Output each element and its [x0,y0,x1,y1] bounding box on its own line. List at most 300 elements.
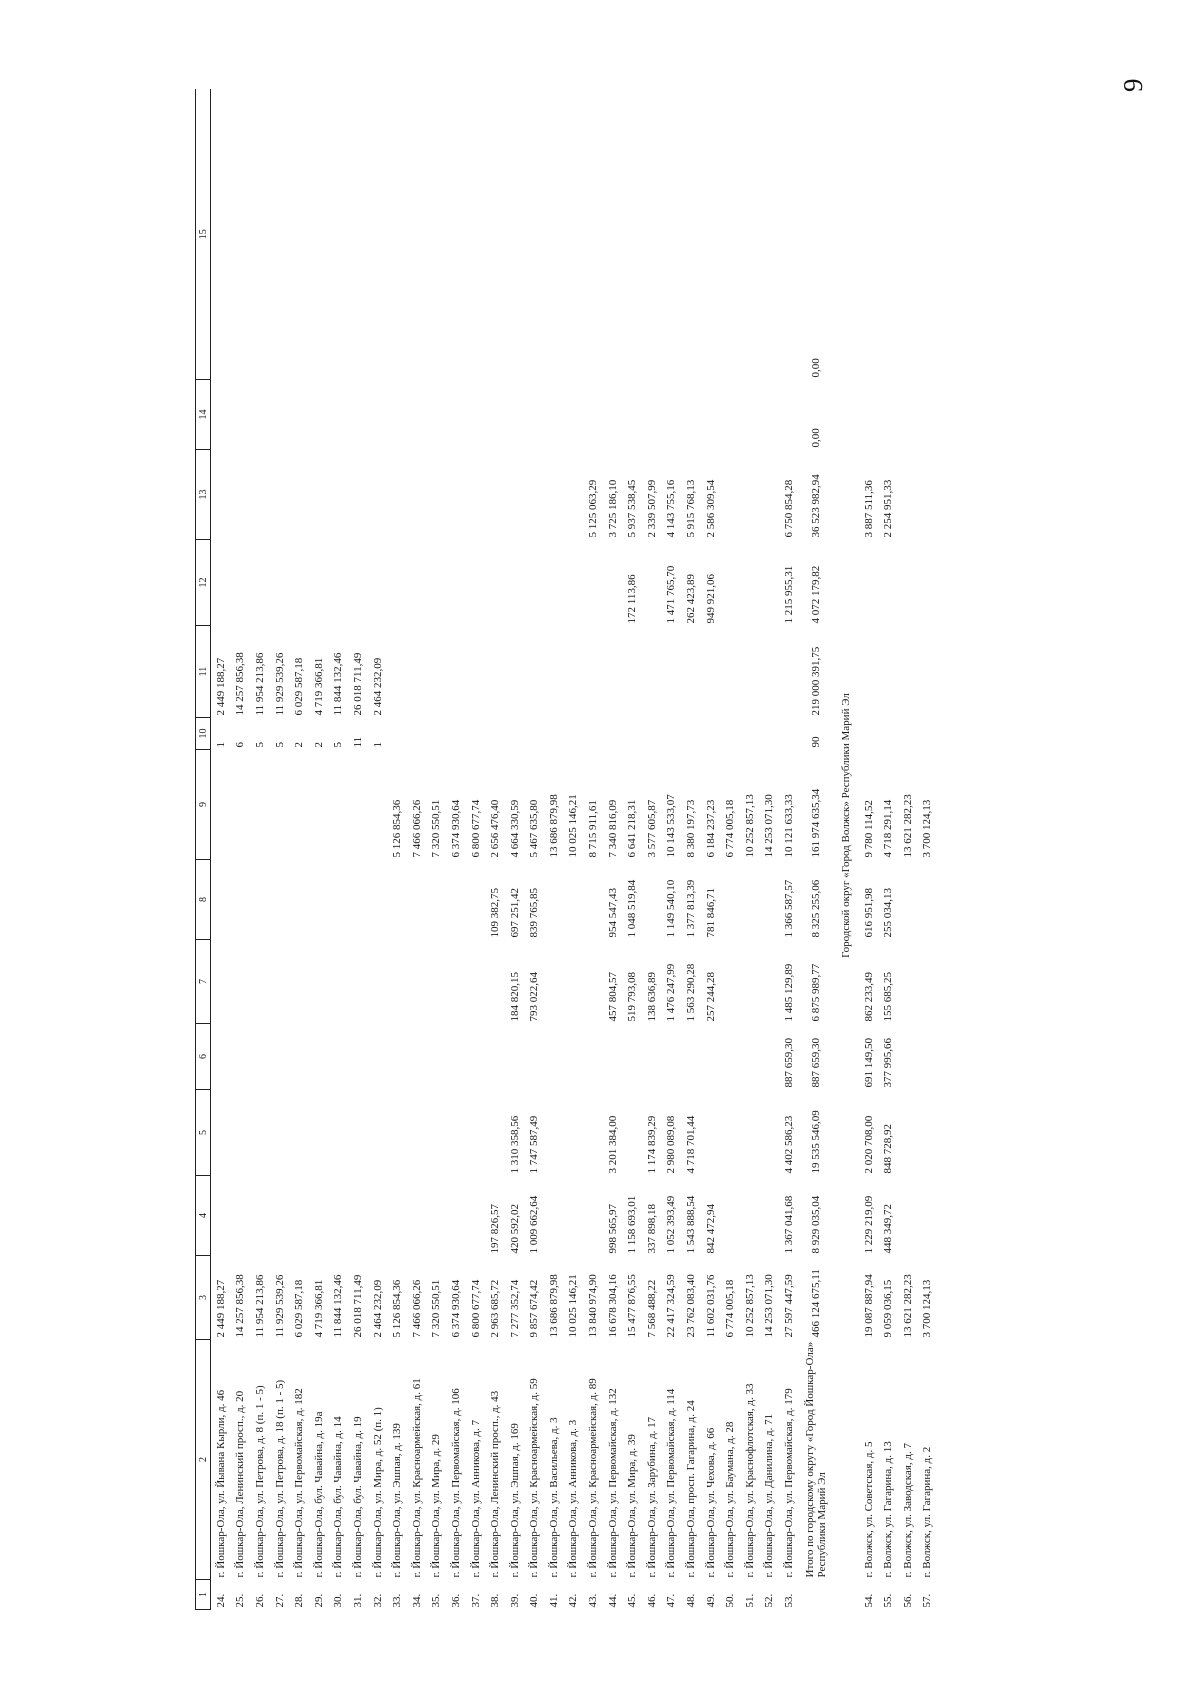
table-cell: 7 568 488,22 [645,1279,658,1338]
address-cell: г. Йошкар-Ола, ул. Петрова, д. 8 (п. 1 - 5) [253,1385,266,1578]
address-cell: г. Волжск, ул. Гагарина, д. 13 [882,1441,895,1578]
table-cell: 219 000 391,75 [809,646,822,716]
table-cell [662,626,682,718]
table-cell [564,90,584,380]
table-cell: 11 929 539,26 [273,652,286,716]
table-cell: 457 804,57 [606,972,619,1022]
row-number: 43. [587,1593,600,1608]
table-body-yoshkar-ola [211,90,799,1610]
table-cell [622,1024,642,1090]
table-cell: 7 466 066,26 [410,799,423,858]
table-cell [387,860,407,940]
table-cell [446,450,466,540]
table-cell [387,1090,407,1176]
table-cell: 1 471 765,70 [665,565,678,624]
table-cell [466,90,486,380]
table-cell [427,1176,447,1256]
row-number: 25. [234,1593,247,1608]
table-cell [211,90,231,380]
table-cell: 2 020 708,00 [862,1115,875,1174]
table-cell [427,90,447,380]
table-cell [740,940,760,1024]
address-cell: г. Йошкар-Ола, ул. Первомайская, д. 132 [606,1388,619,1578]
table-cell: 9 780 114,52 [862,800,875,858]
address-cell: г. Йошкар-Ола, Ленинский просп., д. 43 [489,1390,502,1578]
table-cell [505,380,525,450]
table-cell [368,940,388,1024]
table-cell [231,90,251,380]
table-cell [642,90,662,380]
address-cell: г. Йошкар-Ола, ул. Мира, д. 29 [430,1434,443,1578]
table-cell: 616 951,98 [862,888,875,938]
row-number: 50. [724,1593,737,1608]
table-cell [525,626,545,718]
table-cell: 5 126 854,36 [391,1279,404,1338]
table-cell [544,860,564,940]
table-cell [446,718,466,750]
table-cell [859,626,879,718]
table-cell [505,626,525,718]
table-cell [211,1176,231,1256]
table-cell [603,380,623,450]
table-cell [525,380,545,450]
table-cell [642,718,662,750]
table-row [270,90,290,1610]
table-cell [505,450,525,540]
table-cell [859,540,879,626]
table-cell: 448 349,72 [882,1204,895,1254]
address-cell: г. Йошкар-Ола, ул. Чехова, д. 66 [704,1427,717,1578]
table-cell [564,1090,584,1176]
table-cell [309,90,329,380]
table-cell [446,626,466,718]
table-cell [603,540,623,626]
table-cell [485,626,505,718]
table-cell: 954 547,43 [606,888,619,938]
table-cell [779,380,799,450]
table-cell: 1 [371,742,384,748]
table-cell: 5 915 768,13 [685,479,698,538]
table-cell [211,450,231,540]
row-number: 48. [685,1593,698,1608]
table-cell [740,1024,760,1090]
table-cell: 697 251,42 [508,888,521,938]
table-row [898,90,918,1610]
table-cell [564,940,584,1024]
table-cell [387,626,407,718]
table-cell [779,718,799,750]
table-cell [407,1024,427,1090]
table-cell [918,90,938,380]
table-cell [270,1024,290,1090]
table-cell [799,1580,833,1610]
table-cell: 7 320 550,51 [430,1279,443,1338]
address-cell: г. Йошкар-Ола, бул. Чавайна, д. 19 [351,1416,364,1578]
table-cell [603,626,623,718]
table-cell: 90 [809,736,822,748]
address-cell: г. Йошкар-Ола, ул. Первомайская, д. 182 [293,1388,306,1578]
table-cell: 377 995,66 [882,1038,895,1088]
table-cell [720,450,740,540]
table-cell [387,90,407,380]
table-cell [466,1024,486,1090]
table-cell: 3 887 511,36 [862,480,875,538]
table-cell: 1 149 540,10 [665,879,678,938]
table-cell [701,380,721,450]
table-cell [348,450,368,540]
table-total [799,90,859,1610]
table-row [309,90,329,1610]
address-cell: г. Йошкар-Ола, бул. Чавайна, д. 19а [312,1411,325,1578]
table-cell [859,90,879,380]
table-cell [231,540,251,626]
table-cell: 1 [214,742,227,748]
table-cell: 466 124 675,11 [809,1269,822,1338]
table-cell: 262 423,89 [685,574,698,624]
table-cell [250,750,270,860]
table-cell [348,940,368,1024]
table-cell [329,450,349,540]
table-cell [505,718,525,750]
address-cell: г. Йошкар-Ола, ул. Эшпая, д. 169 [508,1423,521,1578]
table-cell [446,540,466,626]
table-cell [211,1024,231,1090]
table-cell [544,1090,564,1176]
table-cell [544,1024,564,1090]
table-cell [309,540,329,626]
table-cell: 138 636,89 [645,972,658,1022]
table-cell [446,90,466,380]
table-cell: 10 025 146,21 [567,794,580,858]
total-label: Итого по городскому округу «Город Йошкар-Ола» Республики Марий Эл [803,1341,828,1578]
table-cell [878,626,898,718]
table-cell: 11 844 132,46 [332,1274,345,1338]
table-cell [740,1176,760,1256]
address-cell: г. Йошкар-Ола, ул. Мира, д. 39 [626,1434,639,1578]
table-cell: 519 793,08 [626,972,639,1022]
table-cell: 14 257 856,38 [234,1274,247,1338]
table-cell: 2 464 232,09 [371,657,384,716]
table-cell: 887 659,30 [783,1038,796,1088]
table-cell [544,450,564,540]
table-cell [918,940,938,1024]
table-cell [289,940,309,1024]
table-cell [720,718,740,750]
table-cell: 949 921,06 [704,574,717,624]
table-cell: 4 718 291,14 [882,799,895,858]
table-cell [642,380,662,450]
table-cell [918,540,938,626]
table-cell [662,1024,682,1090]
table-cell [898,540,918,626]
table-cell [466,860,486,940]
row-number: 28. [293,1593,306,1608]
table-cell: 7 277 352,74 [508,1279,521,1338]
table-cell [603,718,623,750]
table-cell [211,1090,231,1176]
table-cell: 7 320 550,51 [430,799,443,858]
table-cell [603,90,623,380]
table-cell [446,1176,466,1256]
table-cell [898,626,918,718]
row-number: 33. [391,1593,404,1608]
table-cell: 13 621 282,23 [901,794,914,858]
table-cell: 2 656 476,40 [489,799,502,858]
table-cell: 109 382,75 [489,888,502,938]
table-cell: 13 686 879,98 [547,794,560,858]
table-cell: 1 158 693,01 [626,1195,639,1254]
table-cell [544,540,564,626]
table-cell [427,860,447,940]
table-cell [918,1090,938,1176]
table-cell [583,1024,603,1090]
address-cell: г. Йошкар-Ола, ул. Краснофлотская, д. 33 [743,1383,756,1578]
table-cell [309,1024,329,1090]
row-number: 54. [862,1593,875,1608]
table-cell [368,1176,388,1256]
table-cell [348,90,368,380]
table-cell [231,750,251,860]
table-cell: 1 485 129,89 [783,963,796,1022]
table-cell: 11 954 213,86 [253,652,266,716]
table-cell: 13 840 974,90 [587,1274,600,1338]
table-row [387,90,407,1610]
table-cell [918,718,938,750]
table-cell: 4 718 701,44 [685,1115,698,1174]
table-cell [740,540,760,626]
table-cell [720,380,740,450]
table-cell: 420 592,02 [508,1204,521,1254]
table-cell [760,1024,780,1090]
row-number: 26. [253,1593,266,1608]
table-cell [583,540,603,626]
table-cell [681,718,701,750]
address-cell: г. Йошкар-Ола, ул. Баумана, д. 28 [724,1421,737,1578]
address-cell: г. Йошкар-Ола, ул. Данилина, д. 71 [763,1413,776,1578]
table-cell: 839 765,85 [528,888,541,938]
table-cell [387,450,407,540]
table-cell [564,1176,584,1256]
table-cell: 14 253 071,30 [763,794,776,858]
table-cell: 13 621 282,23 [901,1274,914,1338]
table-cell [231,380,251,450]
table-cell: 257 244,28 [704,972,717,1022]
table-cell: 5 126 854,36 [391,799,404,858]
table-cell: 6 [234,742,247,748]
table-cell [720,940,740,1024]
table-cell: 2 [312,742,325,748]
table-cell: 8 929 035,04 [809,1195,822,1254]
table-cell [740,450,760,540]
table-cell: 1 215 955,31 [783,565,796,624]
table-cell: 1 009 662,64 [528,1195,541,1254]
row-number: 42. [567,1593,580,1608]
table-cell: 2 586 309,54 [704,479,717,538]
table-row [525,90,545,1610]
address-cell: г. Йошкар-Ола, ул. Красноармейская, д. 59 [528,1378,541,1578]
table-cell [231,1024,251,1090]
table-cell: 887 659,30 [809,1038,822,1088]
table-row [505,90,525,1610]
table-cell [427,940,447,1024]
table-cell: 4 402 586,23 [783,1115,796,1174]
table-cell [485,90,505,380]
table-cell: 1 310 358,56 [508,1115,521,1174]
table-row [250,90,270,1610]
table-cell [760,450,780,540]
table-cell: 11 844 132,46 [332,652,345,716]
table-cell: 9 059 036,15 [882,1279,895,1338]
table-cell: 255 034,13 [882,888,895,938]
rotated-table-container [195,90,1035,1610]
table-cell: 11 954 213,86 [253,1274,266,1338]
row-number: 27. [273,1593,286,1608]
table-cell [898,380,918,450]
table-cell: 6 641 218,31 [626,799,639,858]
table-cell [564,626,584,718]
table-cell [368,380,388,450]
table-cell [760,380,780,450]
address-cell: г. Йошкар-Ола, ул. Зарубина, д. 17 [645,1416,658,1578]
row-number: 35. [430,1593,443,1608]
table-cell [329,1176,349,1256]
row-number: 45. [626,1593,639,1608]
table-row [583,90,603,1610]
table-cell: 1 366 587,57 [783,879,796,938]
column-header: 5 [196,1090,211,1176]
table-cell [859,380,879,450]
table-cell [466,540,486,626]
table-cell: 5 [253,742,266,748]
table-row [642,90,662,1610]
table-cell [289,1024,309,1090]
table-cell [505,90,525,380]
column-header: 15 [196,90,211,380]
table-cell [289,1090,309,1176]
table-cell: 6 800 677,74 [469,1279,482,1338]
table-cell [211,750,231,860]
table-cell [231,940,251,1024]
table-cell [485,1090,505,1176]
table-cell [387,1024,407,1090]
table-cell: 10 143 533,07 [665,794,678,858]
table-cell [760,626,780,718]
column-header: 7 [196,940,211,1024]
table-cell: 5 937 538,45 [626,479,639,538]
table-cell [466,940,486,1024]
table-cell: 11 929 539,26 [273,1274,286,1338]
table-row [603,90,623,1610]
address-cell: г. Волжск, ул. Советская, д. 5 [862,1441,875,1578]
table-cell [446,380,466,450]
row-number: 53. [783,1593,796,1608]
table-cell [387,940,407,1024]
row-number: 46. [645,1593,658,1608]
table-cell: 7 466 066,26 [410,1279,423,1338]
table-cell [368,450,388,540]
table-cell: 6 774 005,18 [724,799,737,858]
table-cell: 6 750 854,28 [783,479,796,538]
table-cell: 2 339 507,99 [645,479,658,538]
table-cell [466,1176,486,1256]
table-row [681,90,701,1610]
table-cell [329,860,349,940]
table-row [720,90,740,1610]
table-cell: 1 543 888,54 [685,1195,698,1254]
table-cell [642,540,662,626]
table-cell [898,1024,918,1090]
table-cell [485,1024,505,1090]
funding-table [195,90,937,1611]
table-cell [427,1090,447,1176]
column-header: 12 [196,540,211,626]
table-cell [544,626,564,718]
row-number: 34. [410,1593,423,1608]
table-cell [466,626,486,718]
table-row [466,90,486,1610]
table-cell [250,90,270,380]
table-cell [348,1090,368,1176]
table-cell [622,380,642,450]
table-cell [760,90,780,380]
table-cell [662,718,682,750]
table-row [564,90,584,1610]
table-cell [466,380,486,450]
table-cell [583,718,603,750]
table-cell: 848 728,92 [882,1124,895,1174]
table-cell: 1 747 587,49 [528,1115,541,1174]
table-cell [348,380,368,450]
table-cell: 793 022,64 [528,972,541,1022]
table-row [368,90,388,1610]
table-cell [760,1090,780,1176]
table-cell [250,860,270,940]
table-cell [544,940,564,1024]
table-cell: 16 678 304,16 [606,1274,619,1338]
table-cell: 842 472,94 [704,1204,717,1254]
table-cell [583,626,603,718]
table-cell: 1 052 393,49 [665,1195,678,1254]
table-cell: 6 774 005,18 [724,1279,737,1338]
table-row [662,90,682,1610]
table-cell [348,540,368,626]
table-cell [564,450,584,540]
table-cell: 155 685,25 [882,972,895,1022]
table-row [446,90,466,1610]
table-cell [368,90,388,380]
table-cell [250,940,270,1024]
table-cell [918,626,938,718]
row-number: 52. [763,1593,776,1608]
table-cell: 2 [293,742,306,748]
table-cell [329,750,349,860]
table-cell: 1 367 041,68 [783,1195,796,1254]
table-cell [662,380,682,450]
table-cell [740,860,760,940]
table-cell [898,1176,918,1256]
table-cell [720,540,740,626]
table-cell: 22 417 324,59 [665,1274,678,1338]
table-cell: 5 [332,742,345,748]
table-cell [859,718,879,750]
table-cell [701,718,721,750]
table-cell: 3 700 124,13 [921,1279,934,1338]
row-number: 24. [214,1593,227,1608]
row-number: 31. [351,1593,364,1608]
table-cell [642,1024,662,1090]
table-cell [760,940,780,1024]
address-cell: г. Йошкар-Ола, просп. Гагарина, д. 24 [685,1400,698,1578]
